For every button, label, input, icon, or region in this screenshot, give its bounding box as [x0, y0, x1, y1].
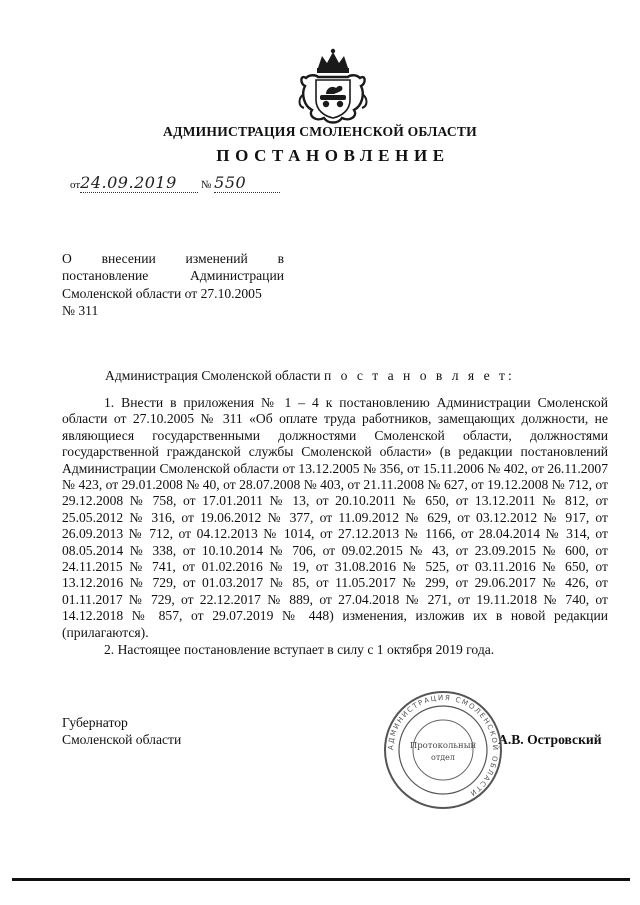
- organization-heading: АДМИНИСТРАЦИЯ СМОЛЕНСКОЙ ОБЛАСТИ: [163, 124, 477, 139]
- date-prefix: от: [70, 179, 81, 191]
- signatory-name: А.В. Островский: [498, 732, 602, 747]
- subject-line: № 311: [62, 303, 99, 319]
- number-field: [214, 173, 280, 193]
- preamble-verb: п о с т а н о в л я е т:: [323, 368, 515, 383]
- date-field: [80, 173, 198, 193]
- handwritten-date: 24.09.2019: [80, 173, 177, 192]
- handwritten-number: 550: [214, 173, 247, 192]
- coat-of-arms-emblem: [296, 48, 370, 126]
- subject-line: О внесении изменений в: [62, 251, 284, 266]
- signature-title: [62, 714, 181, 748]
- document-type-heading: ПОСТАНОВЛЕНИЕ: [216, 146, 450, 165]
- stamp-ring-text: АДМИНИСТРАЦИЯ СМОЛЕНСКОЙ ОБЛАСТИ: [386, 693, 500, 798]
- subject-line: постановление Администрации: [62, 268, 284, 284]
- document-subject: [62, 250, 284, 320]
- preamble-lead: Администрация Смоленской области: [105, 368, 321, 383]
- number-label: №: [200, 179, 212, 191]
- bottom-rule: [12, 878, 630, 881]
- body-item-2: 2. Настоящее постановление вступает в силу с 1 октября 2019 года.: [104, 642, 495, 658]
- official-stamp: [378, 688, 508, 812]
- subject-line: Смоленской области от 27.10.2005: [62, 285, 262, 301]
- signature-title-line: Смоленской области: [62, 732, 182, 747]
- body-item-1: 1. Внести в приложения № 1 – 4 к постановлению Администрации Смоленской области от 27.10.2005 № 311 «Об оплате труда работников, замещающих должности, не являющиеся государственными должностями Смоленской области, должностями государственной гражданской службы Смоленской области» (в редакции постановлений Администрации Смоленской области от 13.12.2005 № 356, от 15.11.2006 № 402, от 26.11.2007 № 423, от 29.01.2008 № 40, от 28.07.2008 № 403, от 21.11.2008 № 627, от 19.12.2008 № 712, от 29.12.2008 № 758, от 17.01.2011 № 13, от 20.10.2011 № 650, от 13.12.2011 № 812, от 25.05.2012 № 316, от 19.06.2012 № 377, от 11.09.2012 № 629, от 03.12.2012 № 917, от 26.09.2013 № 712, от 04.12.2013 № 1014, от 27.12.2013 № 1166, от 28.04.2014 № 314, от 08.05.2014 № 338, от 10.10.2014 № 706, от 09.02.2015 № 43, от 23.09.2015 № 600, от 24.11.2015 № 741, от 01.02.2016 № 19, от 31.08.2016 № 525, от 03.11.2016 № 650, от 13.12.2016 № 729, от 01.03.2017 № 85, от 11.05.2017 № 299, от 29.06.2017 № 426, от 01.11.2017 № 729, от 22.12.2017 № 889, от 27.04.2018 № 271, от 19.11.2018 № 740, от 14.12.2018 № 857, от 29.07.2019 № 448) изменения, изложив их в новой редакции (прилагаются).: [62, 395, 608, 640]
- signature-title-line: Губернатор: [62, 715, 128, 730]
- date-number-line: [70, 173, 280, 193]
- stamp-center-line2: отдел: [431, 753, 455, 762]
- stamp-center-line1: Протокольный: [409, 741, 477, 751]
- document-body: [62, 395, 608, 659]
- preamble: [105, 368, 515, 384]
